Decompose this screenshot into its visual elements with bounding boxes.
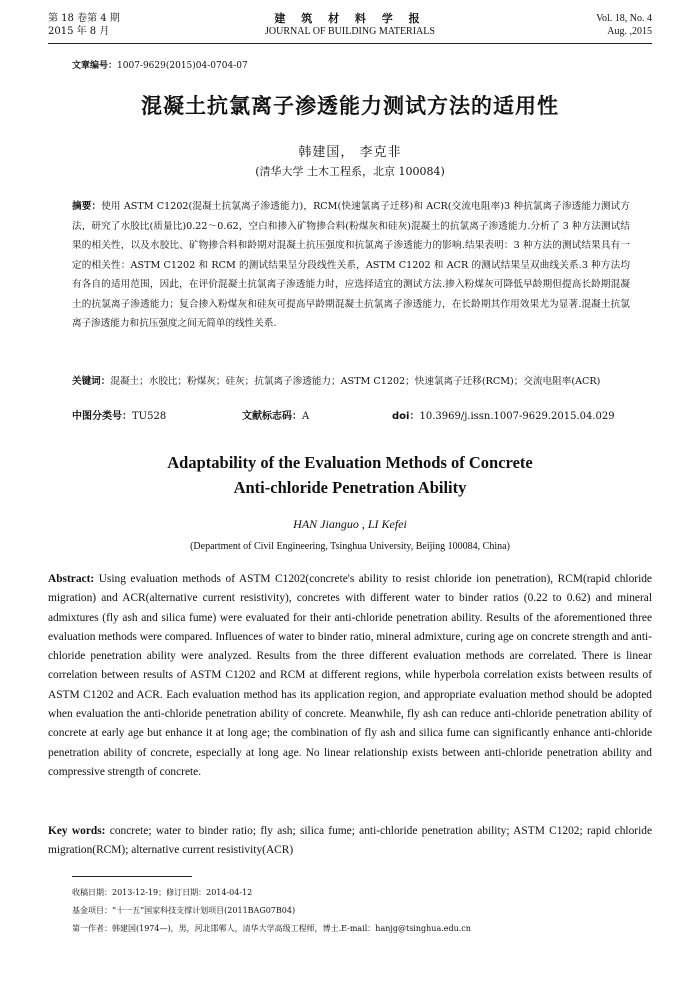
- header-rule: [48, 43, 652, 44]
- article-number-value: 1007-9629(2015)04-0704-07: [117, 61, 248, 71]
- keywords-en-label: Key words:: [48, 825, 106, 837]
- clc-value: TU528: [132, 411, 167, 422]
- title-cn: 混凝土抗氯离子渗透能力测试方法的适用性: [141, 93, 559, 118]
- abstract-cn-text: 使用 ASTM C1202(混凝土抗氯离子渗透能力)，RCM(快速氯离子迁移)和 ACR(交流电阻率)3 种抗氯离子渗透能力测试方法，研究了水胶比(质量比)0.22～0.62，空白和掺入矿物掺合料(粉煤灰和硅灰)混凝土的抗氯离子渗透能力.分析了 3 种方法测试结果的相关性，以及水胶比、矿物掺合料和龄期对混凝土抗压强度和抗氯离子渗透能力的影响.结果表明：3 种方法的测试结果具有一定的相关性：ASTM C1202 和 RCM 的测试结果呈分段线性关系，ASTM C1202 和 ACR 的测试结果呈双曲线关系.3 种方法均有各自的适用范围，因此，在评价混凝土抗氯离子渗透能力时，应选择适宜的测试方法.掺入粉煤灰可降低早龄期但提高长龄期混凝土的抗氯离子渗透能力；复合掺入粉煤灰和硅灰可提高早龄期混凝土抗氯离子渗透能力，在长龄期其作用效果尤为显著.混凝土抗氯离子渗透能力和抗压强度之间无简单的线性关系.: [72, 201, 630, 329]
- footnote-rule: [72, 876, 192, 877]
- journal-name-cn: 建 筑 材 料 学 报: [274, 12, 426, 25]
- keywords-cn-label: 关键词：: [72, 376, 111, 387]
- authors-en: HAN Jianguo , LI Kefei: [293, 517, 407, 531]
- issue-info-en: [596, 12, 652, 38]
- clc-code: [72, 409, 166, 425]
- date-en: Aug. ,2015: [607, 26, 652, 37]
- title-en-line1: Adaptability of the Evaluation Methods of Concrete: [167, 453, 533, 472]
- doi-label: doi：: [392, 411, 420, 422]
- keywords-cn-text: 混凝土；水胶比；粉煤灰；硅灰；抗氯离子渗透能力；ASTM C1202；快速氯离子迁移(RCM)；交流电阻率(ACR): [110, 376, 601, 387]
- abstract-en-text: Using evaluation methods of ASTM C1202(concrete's ability to resist chloride ion penetration), RCM(rapid chloride migration) and ACR(alternative current resistivity), concretes with different water to binder ratios (0.22 to 0.62) and mineral admixtures (fly ash and silica fume) were evaluated for their anti-chloride penetration ability. Results of the aforementioned three evaluation methods were compared. Influences of water to binder ratio, mineral admixture, curing age on concrete strength and anti-chloride penetration ability were analyzed. Results from the three different evaluation methods are correlated. There is linear correlation between results of ASTM C1202 and RCM at different regions, while hyperbola correlation exists between results of ASTM C1202 and ACR. Each evaluation method has its application region, and appropriate evaluation method should be adopted when evaluation the anti-chloride penetration ability of concrete. Meanwhile, fly ash can reduce anti-chloride penetration ability of concrete at early age but enhance it at long age; the combination of fly ash and silica fume can significantly enhance anti-chloride penetration ability of concrete, especially at long age. No linear relationship exists between anti-chloride penetration ability and compressive strength of concrete.: [48, 573, 652, 778]
- article-number: [72, 58, 248, 71]
- footnote-dates: 收稿日期：2013-12-19；修订日期：2014-04-12: [72, 888, 253, 897]
- abstract-en: [48, 570, 652, 782]
- clc-label: 中图分类号：: [72, 411, 132, 422]
- date-cn: 2015 年 8 月: [48, 26, 110, 37]
- affiliation-en: (Department of Civil Engineering, Tsinghua University, Beijing 100084, China): [190, 541, 510, 552]
- abstract-en-label: Abstract:: [48, 573, 95, 585]
- journal-name-en: JOURNAL OF BUILDING MATERIALS: [265, 26, 435, 37]
- footnote-fund: 基金项目：“十一五”国家科技支撑计划项目(2011BAG07B04): [72, 906, 296, 915]
- footnotes: [72, 884, 632, 938]
- abstract-cn-label: 摘要：: [72, 201, 102, 212]
- title-en: [0, 450, 700, 500]
- abstract-cn: [72, 197, 630, 334]
- doi: [392, 409, 615, 425]
- keywords-en-text: concrete; water to binder ratio; fly ash; silica fume; anti-chloride penetration ability; ASTM C1202; rapid chloride migration(RCM); alternative current resistivity(ACR): [48, 825, 653, 857]
- document-code: [242, 409, 309, 425]
- journal-name: [0, 12, 700, 38]
- title-en-line2: Anti-chloride Penetration Ability: [233, 478, 467, 497]
- doc-value: A: [302, 411, 310, 422]
- volume-issue-cn: 第 18 卷第 4 期: [48, 13, 120, 24]
- authors-cn: 韩建国， 李克非: [298, 145, 402, 160]
- keywords-en: [48, 822, 652, 861]
- footnote-author: 第一作者：韩建国(1974—)，男，河北邯郸人，清华大学高级工程师，博士.E-mail：hanjg@tsinghua.edu.cn: [72, 924, 471, 933]
- affiliation-cn: (清华大学 土木工程系，北京 100084): [255, 165, 445, 178]
- article-number-label: 文章编号：: [72, 61, 118, 71]
- running-header: [0, 12, 700, 44]
- keywords-cn: [72, 372, 630, 392]
- volume-issue-en: Vol. 18, No. 4: [596, 13, 652, 24]
- doc-label: 文献标志码：: [242, 411, 302, 422]
- doi-value: 10.3969/j.issn.1007-9629.2015.04.029: [419, 411, 615, 422]
